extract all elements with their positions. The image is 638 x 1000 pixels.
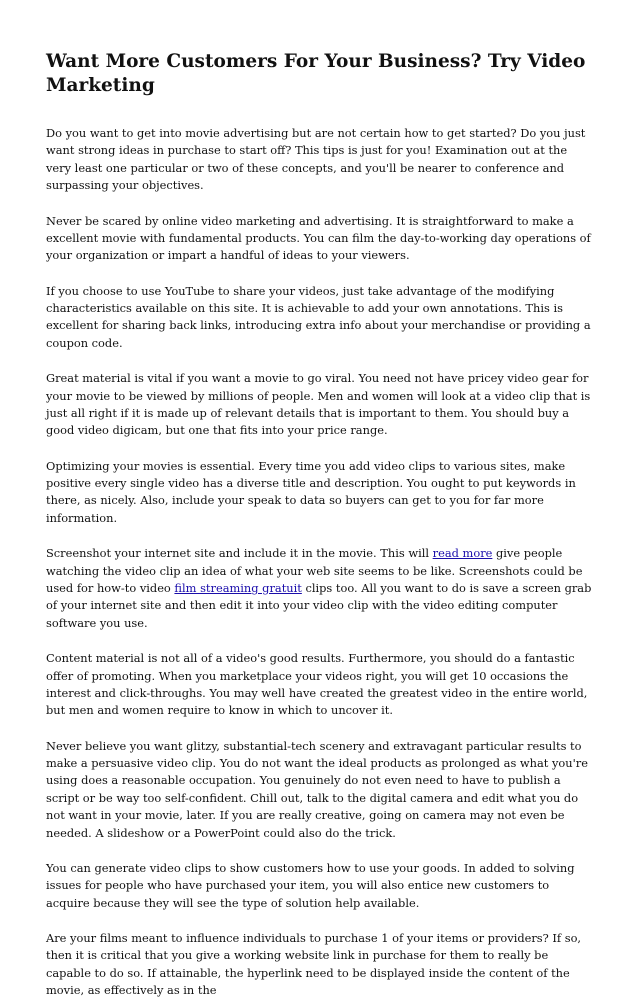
- paragraph-3: If you choose to use YouTube to share your videos, just take advantage of the modifying characteristics available on this site. It is achievable to add your own annotations. This is excellent for sharing back links, introducing extra info about your merchandise or providing a coupon code.: [46, 283, 591, 350]
- paragraph-9: You can generate video clips to show customers how to use your goods. In added to solving issues for people who have purchased your item, you will also entice new customers to acquire because they will see the type of solution help available.: [46, 860, 575, 910]
- paragraph-7: Content material is not all of a video's good results. Furthermore, you should do a fantastic offer of promoting. When you marketplace your videos right, you will get 10 occasions the interest and click-throughs. You may well have created the greatest video in the entire world, but men and women require to know in which to uncover it.: [46, 651, 588, 718]
- paragraph-6-text-2: give people watching the video clip an idea of what your web site seems to be like. Screenshots could be used for how-to video: [46, 546, 583, 595]
- paragraph-1: Do you want to get into movie advertising but are not certain how to get started? Do you just want strong ideas in purchase to start off? This tips is just for you! Examination out at the very least one particular or two of these concepts, and you'll be nearer to conference and surpassing your objectives.: [46, 126, 586, 193]
- paragraph-6: [46, 545, 593, 632]
- paragraph-8: Never believe you want glitzy, substantial-tech scenery and extravagant particular results to make a persuasive video clip. You do not want the ideal products as prolonged as what you're using does a reasonable occupation. You genuinely do not even need to have to publish a script or be way too self-confident. Chill out, talk to the digital camera and edit what you do not want in your movie, later. If you are really creative, going on camera may not even be needed. A slideshow or a PowerPoint could also do the trick.: [46, 738, 588, 840]
- read-more-link[interactable]: read more: [432, 546, 493, 561]
- paragraph-4: Great material is vital if you want a movie to go viral. You need not have pricey video gear for your movie to be viewed by millions of people. Men and women will look at a video clip that is just all right if it is made up of relevant details that is important to them. You should buy a good video digicam, but one that fits into your price range.: [46, 371, 591, 438]
- document-title: Want More Customers For Your Business? Try Video Marketing: [46, 51, 586, 96]
- paragraph-6-text-3: clips too. All you want to do is save a screen grab of your internet site and then edit it into your video clip with the video editing computer software you use.: [46, 580, 592, 630]
- paragraph-6-text-1: Screenshot your internet site and include it in the movie. This will: [46, 546, 433, 561]
- paragraph-2: Never be scared by online video marketing and advertising. It is straightforward to make a excellent movie with fundamental products. You can film the day-to-working day operations of your organization or impart a handful of ideas to your viewers.: [46, 213, 591, 263]
- paragraph-5: Optimizing your movies is essential. Every time you add video clips to various sites, make positive every single video has a diverse title and description. You ought to put keywords in there, as nicely. Also, include your speak to data so buyers can get to you for far more information.: [46, 458, 576, 525]
- film-streaming-gratuit-link[interactable]: film streaming gratuit: [174, 580, 302, 595]
- paragraph-10: Are your films meant to influence individuals to purchase 1 of your items or providers? If so, then it is critical that you give a working website link in purchase for them to really be capable to do so. If attainable, the hyperlink need to be displayed inside the content of the movie, as effectively as in the: [46, 931, 582, 998]
